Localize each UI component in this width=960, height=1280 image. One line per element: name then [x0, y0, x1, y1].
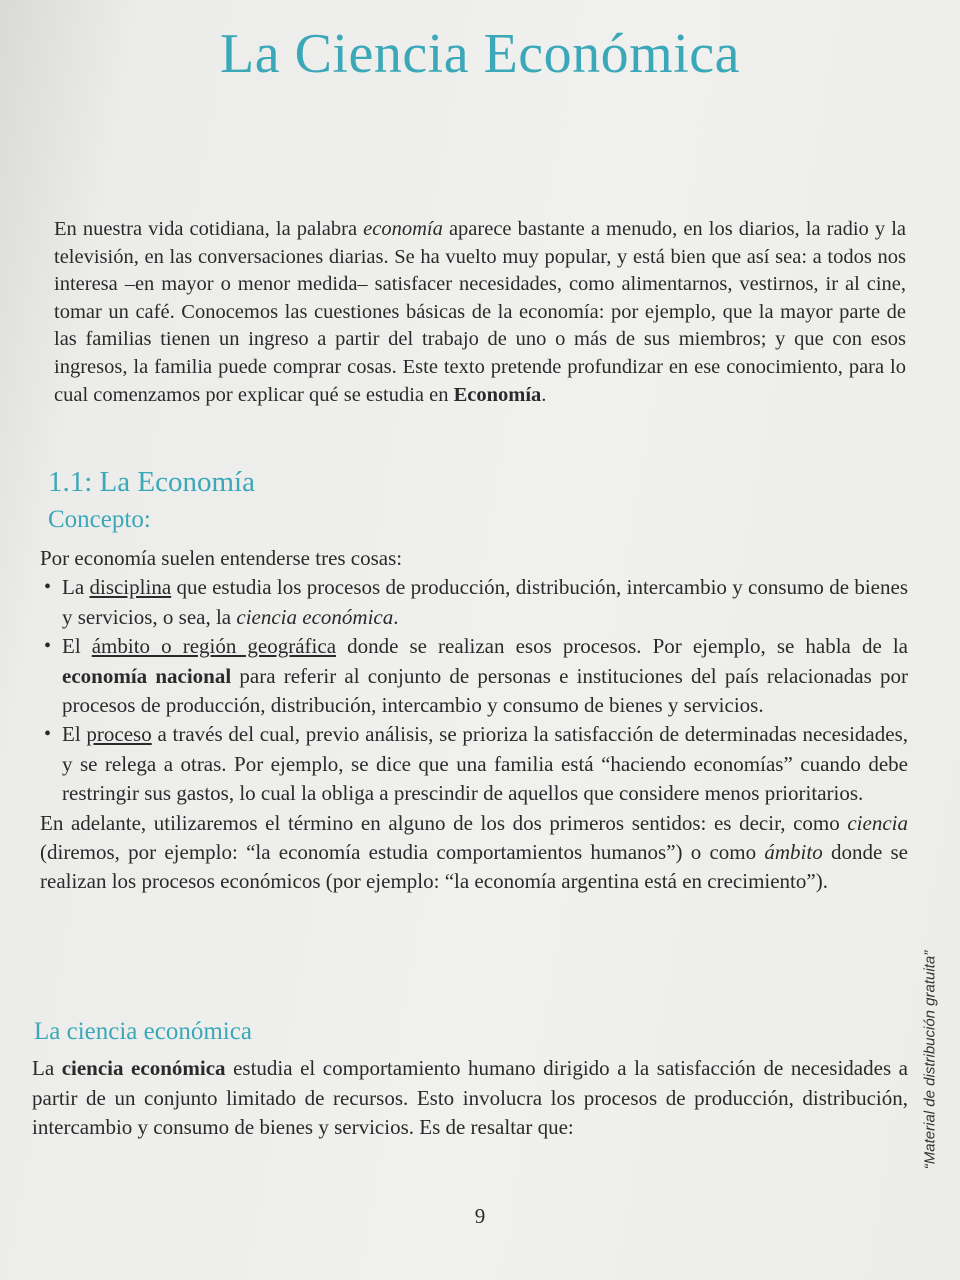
- bullet-bold: economía nacional: [62, 663, 232, 688]
- bullet-text: La: [62, 575, 90, 600]
- page-title: La Ciencia Económica: [220, 23, 740, 85]
- bullet-item-proceso: [40, 720, 908, 808]
- ciencia-text-2: estudia el comportamiento humano dirigido a la satisfacción de necesidades a partir de un conjunto limitado de recursos. Esto involucra los procesos de producción, distribución, intercambio y consumo de bienes y servicios. Es de resaltar que:: [32, 1056, 908, 1139]
- bullet-underline: proceso: [86, 722, 152, 747]
- intro-text-2: aparece bastante a menudo, en los diarios, la radio y la televisión, en las conversaciones diarias. Se ha vuelto muy popular, y está bien que así sea: a todos nos interesa –en mayor o menor medida– satisfacer necesidades, como alimentarnos, vestirnos, ir al cine, tomar un café. Conocemos las cuestiones básicas de la economía: por ejemplo, que la mayor parte de las familias tienen un ingreso a partir del trabajo de uno o más de sus miembros; y que con esos ingresos, la familia puede comprar cosas. Este texto pretende profundizar en ese conocimiento, para lo cual comenzamos por explicar qué se estudia en: [54, 218, 906, 406]
- ciencia-bold-term: ciencia económica: [61, 1056, 226, 1080]
- section-heading: 1.1: La Economía: [48, 466, 255, 498]
- bullet-item-disciplina: [40, 573, 908, 632]
- intro-paragraph: [54, 216, 906, 409]
- bullet-text: El: [62, 634, 92, 659]
- concept-heading: Concepto:: [48, 506, 151, 533]
- closing-text-1: En adelante, utilizaremos el término en alguno de los dos primeros sentidos: es decir, como: [40, 810, 848, 835]
- closing-text-3: donde se realizan los procesos económicos (por ejemplo: “la economía argentina está en crecimiento”).: [40, 840, 908, 894]
- bullet-emphasis: ciencia económica: [236, 604, 394, 629]
- ciencia-paragraph: [32, 1054, 908, 1143]
- bullet-underline: disciplina: [89, 575, 172, 600]
- closing-text-2: (diremos, por ejemplo: “la economía estudia comportamientos humanos”) o como: [40, 840, 765, 865]
- ciencia-text-1: La: [32, 1056, 62, 1080]
- page-number: 9: [474, 1204, 486, 1228]
- intro-text-1: En nuestra vida cotidiana, la palabra: [54, 218, 364, 240]
- concept-body: [40, 544, 908, 897]
- bullet-underline: ámbito o región geográfica: [91, 634, 337, 659]
- closing-emphasis-2: ámbito: [764, 840, 823, 865]
- bullet-text: .: [393, 604, 399, 629]
- bullet-text: para referir al conjunto de personas e instituciones del país relacionadas por procesos de producción, distribución, intercambio y consumo de bienes y servicios.: [62, 663, 908, 718]
- bullet-text: El: [62, 722, 87, 747]
- bullet-text: que estudia los procesos de producción, distribución, intercambio y consumo de bienes y servicios, o sea, la: [62, 575, 909, 629]
- intro-bold-term: Economía: [453, 383, 542, 406]
- ciencia-heading: La ciencia económica: [34, 1018, 252, 1045]
- intro-text-3: .: [541, 383, 547, 406]
- concept-lead: Por economía suelen entenderse tres cosas:: [40, 546, 403, 570]
- bullet-text: a través del cual, previo análisis, se prioriza la satisfacción de determinadas necesidades, y se relega a otras. Por ejemplo, se dice que una familia está “haciendo economías” cuando debe restringir sus gastos, lo cual la obliga a prescindir de aquellos que considere menos prioritarios.: [62, 722, 908, 806]
- closing-emphasis-1: ciencia: [847, 810, 908, 835]
- closing-paragraph: [40, 809, 908, 897]
- concept-bullet-list: [40, 573, 908, 808]
- intro-emphasis: economía: [363, 218, 443, 240]
- bullet-item-ambito: [40, 632, 908, 720]
- bullet-text: donde se realizan esos procesos. Por ejemplo, se habla de la: [336, 634, 908, 659]
- side-watermark-note: “Material de distribución gratuita”: [921, 950, 939, 1170]
